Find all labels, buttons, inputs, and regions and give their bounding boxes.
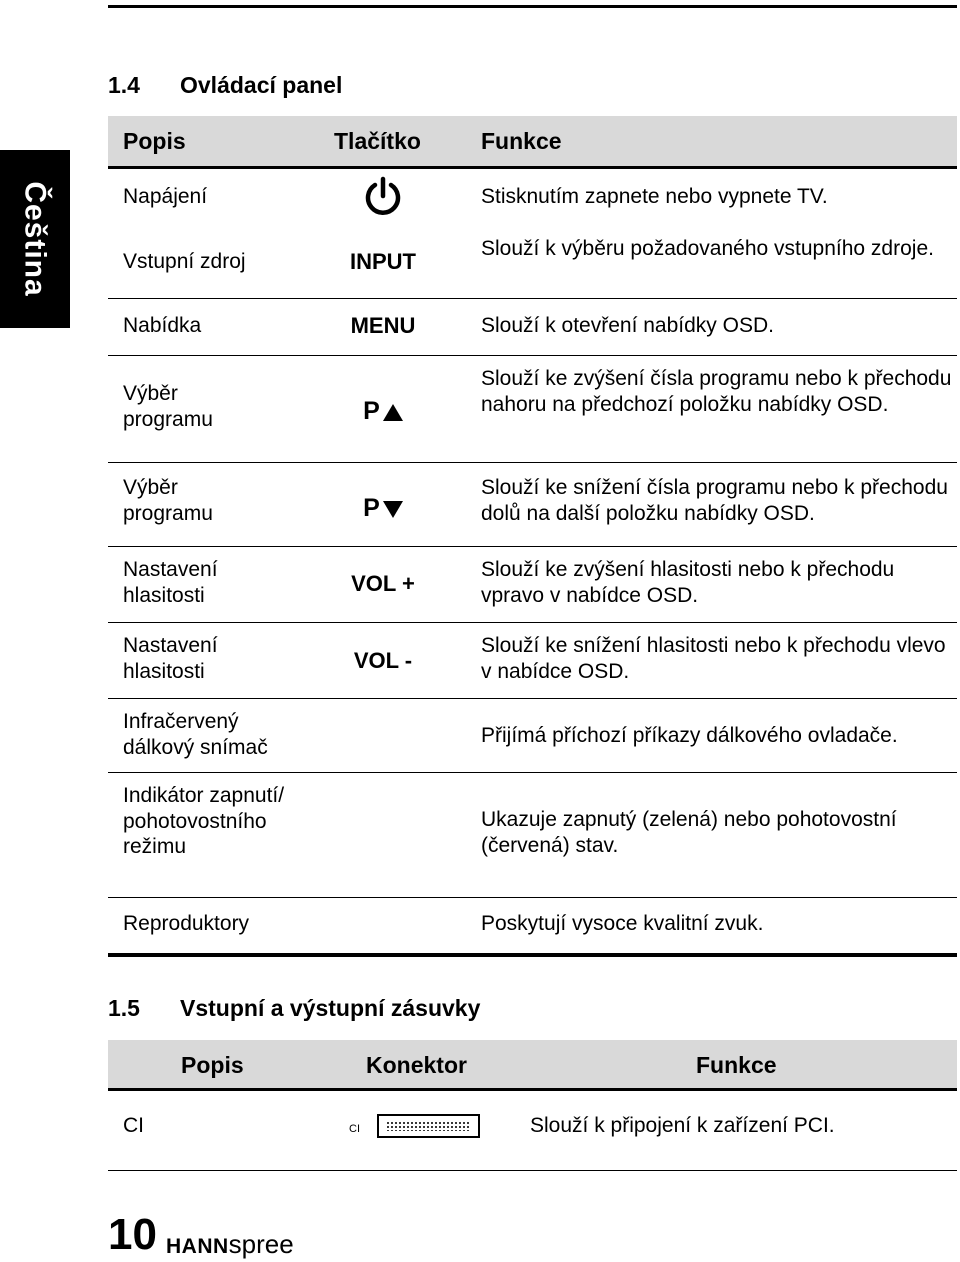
table-row xyxy=(108,475,957,535)
table-row xyxy=(108,236,957,296)
table-bottom-rule xyxy=(108,1170,957,1171)
section-heading-io-sockets xyxy=(108,995,480,1022)
section-number: 1.4 xyxy=(108,72,140,98)
row-button: MENU xyxy=(350,313,416,338)
row-divider xyxy=(108,772,957,773)
row-funkce: Slouží ke zvýšení čísla programu nebo k přechodu nahoru na předchozí položku nabídky OSD. xyxy=(481,367,952,416)
ci-slot-icon xyxy=(377,1114,480,1138)
row-popis: Indikátor zapnutí/ pohotovostního režimu xyxy=(123,784,285,858)
header-tlacitko: Tlačítko xyxy=(334,128,421,154)
table-bottom-rule xyxy=(108,953,957,957)
row-funkce: Stisknutím zapnete nebo vypnete TV. xyxy=(481,185,828,208)
brand-logo xyxy=(166,1229,294,1260)
language-tab xyxy=(0,150,70,328)
row-funkce: Slouží k připojení k zařízení PCI. xyxy=(530,1114,835,1137)
row-divider xyxy=(108,546,957,547)
table-row xyxy=(108,1113,957,1145)
row-divider xyxy=(108,622,957,623)
row-button: INPUT xyxy=(350,249,416,274)
row-divider xyxy=(108,298,957,299)
section-heading-control-panel xyxy=(108,72,342,99)
row-popis: Vstupní zdroj xyxy=(123,250,246,273)
table-row xyxy=(108,182,957,232)
row-button-label: P xyxy=(363,397,380,425)
section-title: Vstupní a výstupní zásuvky xyxy=(180,995,481,1021)
row-button-label: P xyxy=(363,494,380,522)
table-row xyxy=(108,557,957,617)
section-number: 1.5 xyxy=(108,995,140,1021)
top-rule xyxy=(108,5,957,8)
row-funkce: Slouží k výběru požadovaného vstupního zdroje. xyxy=(481,237,934,260)
row-popis: Nabídka xyxy=(123,314,202,337)
table-row xyxy=(108,633,957,693)
row-popis: Infračervený dálkový snímač xyxy=(123,710,268,759)
table-header xyxy=(108,116,957,169)
row-popis: Nastavení hlasitosti xyxy=(123,634,218,683)
brand-bold: HANN xyxy=(166,1235,229,1258)
table-row xyxy=(108,366,957,452)
page-number: 10 xyxy=(108,1210,157,1259)
header-popis: Popis xyxy=(181,1052,244,1078)
row-divider xyxy=(108,698,957,699)
row-divider xyxy=(108,897,957,898)
brand-light: spree xyxy=(228,1229,294,1259)
header-funkce: Funkce xyxy=(696,1052,777,1078)
power-icon xyxy=(363,176,403,218)
row-button: VOL + xyxy=(351,571,415,596)
section-title: Ovládací panel xyxy=(180,72,343,98)
row-divider xyxy=(108,462,957,463)
header-konektor: Konektor xyxy=(366,1052,467,1078)
row-popis: Výběr programu xyxy=(123,382,213,431)
row-divider xyxy=(108,355,957,356)
triangle-down-icon xyxy=(383,501,403,518)
row-popis: CI xyxy=(123,1114,144,1137)
row-popis: Napájení xyxy=(123,185,208,208)
table-row xyxy=(108,313,957,345)
row-funkce: Slouží ke zvýšení hlasitosti nebo k přechodu vpravo v nabídce OSD. xyxy=(481,558,895,607)
header-funkce: Funkce xyxy=(481,128,562,154)
triangle-up-icon xyxy=(383,404,403,421)
ci-connector-label: CI xyxy=(349,1123,360,1135)
table-row xyxy=(108,911,957,943)
header-popis: Popis xyxy=(123,128,186,154)
row-funkce: Ukazuje zapnutý (zelená) nebo pohotovostní (červená) stav. xyxy=(481,808,897,857)
table-row xyxy=(108,783,957,887)
row-button xyxy=(308,495,458,521)
row-funkce: Přijímá příchozí příkazy dálkového ovladače. xyxy=(481,724,898,747)
row-button xyxy=(308,398,458,424)
row-funkce: Slouží k otevření nabídky OSD. xyxy=(481,314,774,337)
table-header xyxy=(108,1040,957,1091)
row-popis: Nastavení hlasitosti xyxy=(123,558,218,607)
table-row xyxy=(108,709,957,769)
row-popis: Reproduktory xyxy=(123,912,250,935)
row-funkce: Slouží ke snížení hlasitosti nebo k přechodu vlevo v nabídce OSD. xyxy=(481,634,946,683)
row-funkce: Poskytují vysoce kvalitní zvuk. xyxy=(481,912,764,935)
row-button xyxy=(308,176,458,224)
row-button: VOL - xyxy=(353,648,413,673)
row-popis: Výběr programu xyxy=(123,476,213,525)
row-funkce: Slouží ke snížení čísla programu nebo k přechodu dolů na další položku nabídky OSD. xyxy=(481,476,948,525)
language-tab-label: Čeština xyxy=(19,181,52,297)
